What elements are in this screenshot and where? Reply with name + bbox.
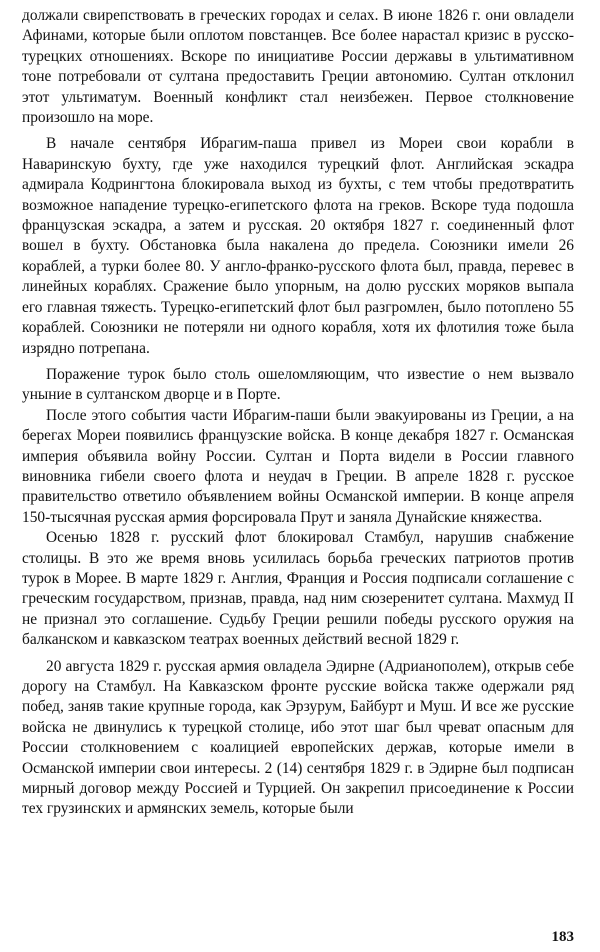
paragraph-3: Поражение турок было столь ошеломляющим, что известие о нем вызвало уныние в султанском дворце и в Порте.: [22, 365, 574, 404]
paragraph-4: После этого события части Ибрагим-паши были эвакуированы из Греции, а на берегах Мореи появились французские войска. В конце декабря 1827 г. Османская империя объявила войну России. Султан и Порта видели в России главного виновника гибели своего флота и неудач в Греции. В апреле 1828 г. русское правительство ответило объявлением войны Османской империи. В конце апреля 150-тысячная русская армия форсировала Прут и заняла Дунайские княжества.: [22, 406, 574, 526]
page-body: [22, 6, 574, 820]
paragraph-1: должали свирепствовать в греческих городах и селах. В июне 1826 г. они овладели Афинами, которые были оплотом повстанцев. Все более нарастал кризис в русско-турецких отношениях. Вскоре по инициативе России державы в ультимативном тоне потребовали от султана предоставить Греции автономию. Султан отклонил этот ультиматум. Военный конфликт стал неизбежен. Первое столкновение произошло на море.: [22, 7, 574, 127]
paragraph-5: Осенью 1828 г. русский флот блокировал Стамбул, нарушив снабжение столицы. В это же время вновь усилилась борьба греческих патриотов против турок в Морее. В марте 1829 г. Англия, Франция и Россия подписали соглашение с греческим государством, признав, правда, над ним сюзеренитет султана. Махмуд II не признал это соглашение. Судьбу Греции решили победы русского оружия на балканском и кавказском театрах военных действий весной 1829 г.: [22, 529, 574, 649]
paragraph-6: 20 августа 1829 г. русская армия овладела Эдирне (Адрианополем), открыв себе дорогу на Стамбул. На Кавказском фронте русские войска также одержали ряд побед, заняв такие крупные города, как Эрзурум, Байбурт и Муш. И все же русские войска не двинулись к турецкой столице, ибо этот шаг был чреват опасным для России столкновением с коалицией европейских держав, которые имели в Османской империи свои интересы. 2 (14) сентября 1829 г. в Эдирне был подписан мирный договор между Россией и Турцией. Он закрепил присоединение к России тех грузинских и армянских земель, которые были: [22, 657, 574, 818]
page-number: 183: [551, 929, 574, 945]
paragraph-2: В начале сентября Ибрагим-паша привел из Мореи свои корабли в Наваринскую бухту, где уже находился турецкий флот. Английская эскадра адмирала Кодрингтона блокировала выход из бухты, с тем чтобы предотвратить возможное нападение турецко-египетского флота на греков. Вскоре туда подошла французская эскадра, а затем и русская. 20 октября 1827 г. соединенный флот вошел в бухту. Обстановка была накалена до предела. Союзники имели 26 кораблей, а турки более 80. У англо-франко-русского флота был, правда, перевес в линейных кораблях. Сражение было упорным, на долю русских моряков выпала его главная тяжесть. Турецко-египетский флот был разгромлен, было потоплено 55 кораблей. Союзники не потеряли ни одного корабля, хотя их флотилия тоже была изрядно потрепана.: [22, 135, 574, 357]
